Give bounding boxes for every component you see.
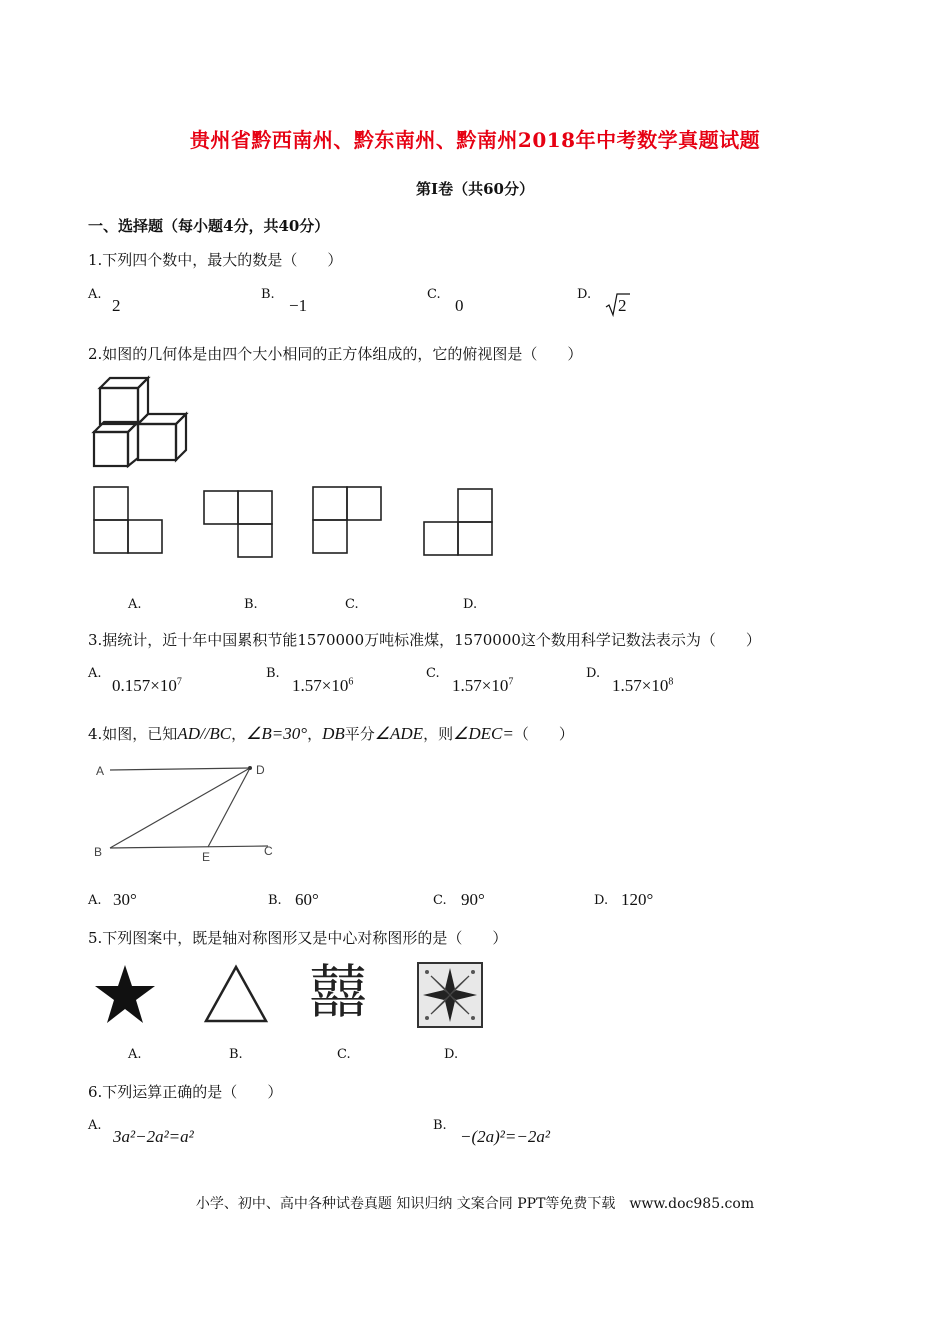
- tile-pattern-icon: [417, 962, 483, 1028]
- question-1-text: 1.下列四个数中，最大的数是（ ）: [88, 251, 343, 269]
- q4-value-b: 60°: [295, 890, 319, 909]
- q5-label-b: B.: [229, 1047, 243, 1062]
- q6-label-b: B.: [433, 1118, 447, 1133]
- q4-label-d: D.: [594, 893, 609, 908]
- page-subtitle: 第Ⅰ卷（共60分）: [416, 180, 534, 198]
- point-label-e: E: [202, 850, 211, 864]
- q3-value-b: $1.57\times 10^6$: [292, 676, 354, 695]
- q1-value-a: 2: [112, 296, 121, 315]
- point-label-c: C: [264, 844, 273, 858]
- page-footer: 小学、初中、高中各种试卷真题 知识归纳 文案合同 PPT等免费下载 www.doc985.com: [195, 1196, 755, 1212]
- q1-label-d: D.: [577, 287, 592, 302]
- q2-option-a-figure: [93, 486, 173, 556]
- q5-label-a: A.: [128, 1047, 142, 1062]
- question-6-text: 6.下列运算正确的是（ ）: [88, 1083, 283, 1101]
- section-heading: 一、选择题（每小题4分，共40分）: [88, 217, 330, 235]
- question-2-text: 2.如图的几何体是由四个大小相同的正方体组成的，它的俯视图是（ ）: [88, 345, 583, 363]
- q2-label-d: D.: [463, 597, 478, 612]
- q2-option-d-figure: [423, 488, 503, 558]
- q4-label-a: A.: [88, 893, 102, 908]
- q4-value-c: 90°: [461, 890, 485, 909]
- q2-label-b: B.: [244, 597, 258, 612]
- q3-value-c: $1.57\times 10^7$: [452, 676, 514, 695]
- q2-option-c-figure: [312, 486, 392, 556]
- q3-label-c: C.: [426, 666, 440, 681]
- q6-value-a: 3a²−2a²=a²: [113, 1127, 194, 1146]
- star-icon: [93, 963, 157, 1027]
- q4-label-c: C.: [433, 893, 447, 908]
- q4-value-a: 30°: [113, 890, 137, 909]
- question-4-text: 4.如图，已知AD//BC，∠B=30°，DB平分∠ADE，则∠DEC=（ ）: [88, 724, 574, 743]
- point-label-a: A: [96, 764, 105, 778]
- q1-value-c: 0: [455, 296, 464, 315]
- q3-label-a: A.: [88, 666, 102, 681]
- q2-label-c: C.: [345, 597, 359, 612]
- q1-value-b: −1: [289, 296, 308, 315]
- page-title: 贵州省黔西南州、黔东南州、黔南州2018年中考数学真题试题: [189, 128, 761, 152]
- point-label-d: D: [256, 763, 265, 777]
- q3-label-b: B.: [266, 666, 280, 681]
- cube-solid-figure: [90, 376, 190, 476]
- q1-label-b: B.: [261, 287, 275, 302]
- q3-value-d: $1.57\times 10^8$: [612, 676, 674, 695]
- q6-label-a: A.: [88, 1118, 102, 1133]
- q5-label-c: C.: [337, 1047, 351, 1062]
- question-3-text: 3.据统计，近十年中国累积节能1570000万吨标准煤，1570000这个数用科学记数法表示为（ ）: [88, 631, 761, 649]
- q2-option-b-figure: [203, 490, 283, 560]
- sqrt-sign-icon: [606, 293, 618, 317]
- q1-label-a: A.: [88, 287, 102, 302]
- q2-label-a: A.: [128, 597, 142, 612]
- q5-label-d: D.: [444, 1047, 459, 1062]
- geometry-figure: [92, 760, 282, 864]
- q4-value-d: 120°: [621, 890, 654, 909]
- q1-label-c: C.: [427, 287, 441, 302]
- double-happiness-icon: 囍: [308, 958, 367, 1026]
- q3-label-d: D.: [586, 666, 601, 681]
- q6-value-b: −(2a)²=−2a²: [460, 1127, 550, 1146]
- point-label-b: B: [94, 845, 103, 859]
- q3-value-a: $0.157\times 10^7$: [112, 676, 182, 695]
- q4-label-b: B.: [268, 893, 282, 908]
- question-5-text: 5.下列图案中，既是轴对称图形又是中心对称图形的是（ ）: [88, 929, 508, 947]
- triangle-icon: [203, 964, 269, 1024]
